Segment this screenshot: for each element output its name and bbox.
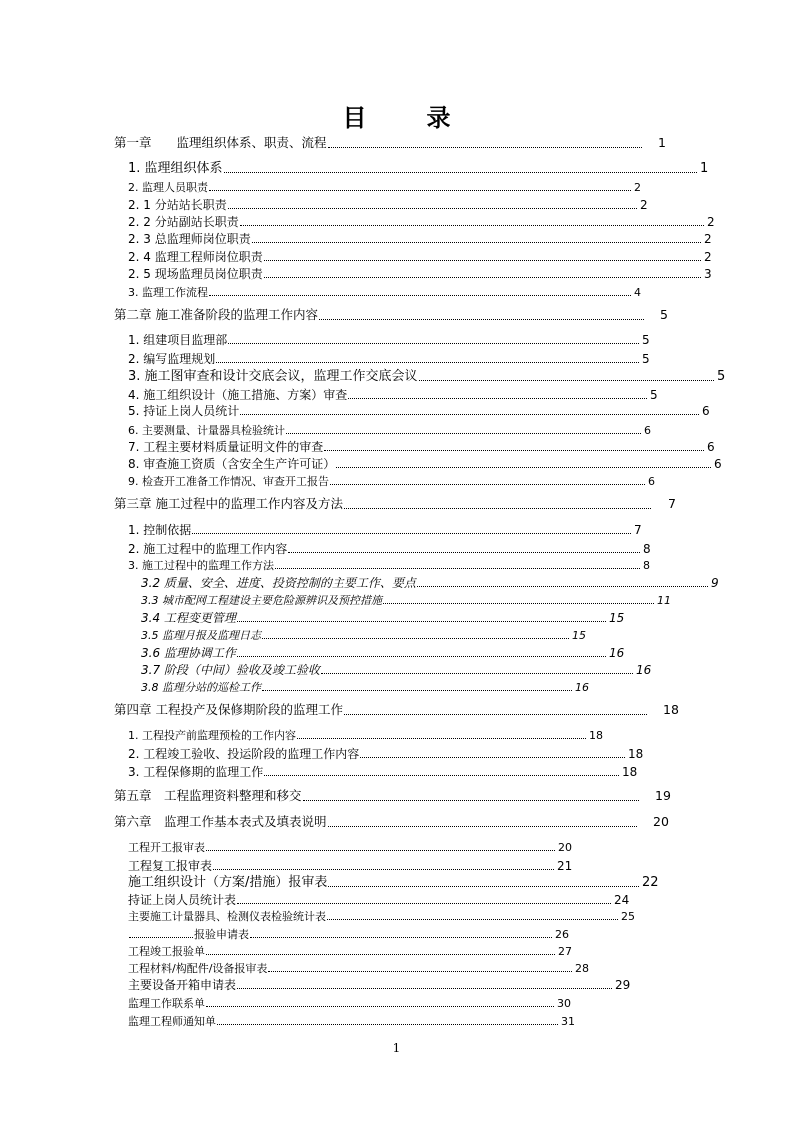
- toc-entry-title: 监理工作联系单: [128, 997, 205, 1010]
- toc-entry-title: 3. 施工过程中的监理工作方法: [128, 559, 274, 572]
- toc-entry[interactable]: [128, 388, 658, 402]
- dot-leader: [213, 869, 554, 870]
- dot-leader: [344, 508, 651, 509]
- page-number: 1: [392, 1041, 401, 1055]
- toc-entry-page: 2: [640, 198, 648, 212]
- toc-entry[interactable]: [128, 559, 650, 572]
- toc-entry-page: 5: [642, 352, 650, 366]
- toc-entry-title: 3.3 城市配网工程建设主要危险源辨识及预控措施: [141, 594, 382, 607]
- toc-entry[interactable]: [128, 523, 642, 537]
- toc-entry[interactable]: [128, 729, 603, 742]
- dot-leader: [264, 277, 701, 278]
- toc-entry[interactable]: [141, 663, 652, 677]
- toc-entry[interactable]: [128, 352, 650, 366]
- toc-entry-page: 8: [643, 542, 651, 556]
- toc-entry[interactable]: [128, 181, 641, 194]
- toc-entry-page: 5: [660, 307, 668, 322]
- toc-entry-page: 1: [700, 161, 709, 176]
- dot-leader: [252, 242, 701, 243]
- toc-entry-page: 9: [711, 576, 719, 590]
- toc-entry-title: 工程材料/构配件/设备报审表: [128, 962, 268, 975]
- toc-entry-title: 1. 控制依据: [128, 523, 192, 537]
- dot-leader: [237, 656, 606, 657]
- toc-entry-page: 18: [663, 702, 679, 717]
- toc-entry[interactable]: [128, 841, 572, 854]
- toc-entry-page: 5: [650, 388, 658, 402]
- toc-entry[interactable]: [128, 267, 712, 281]
- toc-entry[interactable]: [128, 404, 710, 418]
- dot-leader: [328, 147, 642, 148]
- dot-leader: [268, 971, 572, 972]
- dot-leader: [321, 673, 633, 674]
- toc-entry[interactable]: [128, 475, 655, 488]
- toc-entry[interactable]: [128, 945, 572, 958]
- toc-entry-title: 2. 1 分站站长职责: [128, 198, 227, 212]
- dot-leader: [216, 362, 639, 363]
- dot-leader: [286, 433, 641, 434]
- dot-leader: [419, 380, 714, 381]
- toc-entry-page: 18: [628, 747, 644, 761]
- title-char-2: 录: [426, 103, 451, 132]
- toc-entry[interactable]: [141, 594, 671, 607]
- toc-entry-title: 3. 工程保修期的监理工作: [128, 765, 264, 779]
- toc-entry[interactable]: [128, 910, 635, 923]
- toc-entry-title: 3. 施工图审查和设计交底会议，监理工作交底会议: [128, 369, 418, 384]
- toc-entry-page: 31: [561, 1015, 575, 1028]
- dot-leader: [237, 988, 612, 989]
- dot-leader: [228, 343, 639, 344]
- dot-leader: [348, 398, 647, 399]
- toc-entry-title: 6. 主要测量、计量器具检验统计: [128, 424, 285, 437]
- toc-entry[interactable]: [128, 859, 573, 873]
- dot-leader: [250, 937, 552, 938]
- toc-entry[interactable]: [141, 681, 589, 694]
- toc-entry[interactable]: [141, 646, 625, 660]
- toc-entry-title: 2. 4 监理工程师岗位职责: [128, 250, 263, 264]
- dot-leader: [129, 937, 193, 938]
- dot-leader: [240, 414, 699, 415]
- toc-entry-page: 6: [707, 440, 715, 454]
- toc-entry-page: 2: [634, 181, 641, 194]
- toc-entry-title: 7. 工程主要材料质量证明文件的审查: [128, 440, 324, 454]
- toc-entry[interactable]: [128, 424, 651, 437]
- toc-entry-title: 1. 监理组织体系: [128, 161, 223, 176]
- toc-entry-page: 16: [609, 646, 625, 660]
- toc-entry[interactable]: [114, 135, 666, 150]
- toc-entry-title: 3. 监理工作流程: [128, 286, 208, 299]
- toc-entry[interactable]: [128, 542, 651, 556]
- dot-leader: [209, 295, 631, 296]
- dot-leader: [206, 1006, 554, 1007]
- toc-entry-page: 6: [714, 457, 722, 471]
- toc-entry-title: 工程竣工报验单: [128, 945, 205, 958]
- toc-entry[interactable]: [128, 928, 569, 941]
- toc-entry-page: 16: [575, 681, 589, 694]
- dot-leader: [240, 225, 704, 226]
- toc-entry-page: 25: [621, 910, 635, 923]
- toc-entry[interactable]: [128, 286, 641, 299]
- toc-entry-title: 3.6 监理协调工作: [141, 646, 236, 660]
- toc-entry-title: 报验申请表: [194, 928, 249, 941]
- dot-leader: [209, 190, 631, 191]
- toc-entry-page: 11: [657, 594, 671, 607]
- toc-entry-page: 18: [622, 765, 638, 779]
- toc-entry-title: 2. 施工过程中的监理工作内容: [128, 542, 288, 556]
- toc-entry-title: 2. 工程竣工验收、投运阶段的监理工作内容: [128, 747, 360, 761]
- toc-entry-page: 2: [704, 232, 712, 246]
- toc-entry-title: 主要设备开箱申请表: [128, 978, 237, 992]
- toc-entry-title: 第一章 监理组织体系、职责、流程: [114, 135, 327, 150]
- toc-entry-title: 1. 组建项目监理部: [128, 333, 228, 347]
- dot-leader: [328, 826, 637, 827]
- toc-entry[interactable]: [128, 250, 712, 264]
- dot-leader: [324, 450, 704, 451]
- toc-entry-title: 9. 检查开工准备工作情况、审查开工报告: [128, 475, 329, 488]
- toc-entry-title: 5. 持证上岗人员统计: [128, 404, 240, 418]
- toc-entry-page: 8: [643, 559, 650, 572]
- toc-entry-title: 工程复工报审表: [128, 859, 213, 873]
- toc-entry[interactable]: [128, 333, 650, 347]
- toc-entry-title: 第六章 监理工作基本表式及填表说明: [114, 814, 327, 829]
- toc-entry-page: 5: [642, 333, 650, 347]
- dot-leader: [264, 775, 619, 776]
- dot-leader: [330, 484, 645, 485]
- toc-entry[interactable]: [114, 814, 669, 829]
- dot-leader: [264, 260, 701, 261]
- toc-entry-title: 3.7 阶段（中间）验收及竣工验收: [141, 663, 320, 677]
- dot-leader: [319, 319, 644, 320]
- toc-entry-title: 2. 3 总监理师岗位职责: [128, 232, 251, 246]
- toc-entry-title: 第三章 施工过程中的监理工作内容及方法: [114, 496, 343, 511]
- toc-entry[interactable]: [128, 962, 589, 975]
- toc-entry-title: 第二章 施工准备阶段的监理工作内容: [114, 307, 318, 322]
- toc-entry-title: 施工组织设计（方案/措施）报审表: [128, 875, 328, 890]
- toc-entry-page: 6: [648, 475, 655, 488]
- dot-leader: [344, 714, 647, 715]
- toc-entry-page: 27: [558, 945, 572, 958]
- toc-entry-page: 16: [636, 663, 652, 677]
- toc-entry-page: 30: [557, 997, 571, 1010]
- toc-entry[interactable]: [128, 997, 571, 1010]
- toc-entry[interactable]: [128, 1015, 575, 1028]
- toc-entry-title: 监理工程师通知单: [128, 1015, 216, 1028]
- dot-leader: [206, 954, 555, 955]
- dot-leader: [327, 919, 618, 920]
- toc-entry-title: 持证上岗人员统计表: [128, 893, 237, 907]
- toc-entry-page: 3: [704, 267, 712, 281]
- toc-entry-page: 6: [702, 404, 710, 418]
- toc-entry[interactable]: [141, 576, 719, 590]
- toc-entry-title: 第五章 工程监理资料整理和移交: [114, 788, 302, 803]
- toc-entry-title: 4. 施工组织设计（施工措施、方案）审查: [128, 388, 348, 402]
- title-char-1: 目: [342, 103, 367, 132]
- toc-entry[interactable]: [141, 629, 586, 642]
- toc-entry-page: 21: [557, 859, 573, 873]
- toc-entry[interactable]: [128, 893, 630, 907]
- dot-leader: [328, 886, 639, 887]
- toc-entry-page: 1: [658, 135, 666, 150]
- toc-entry-page: 28: [575, 962, 589, 975]
- toc-entry-page: 15: [609, 611, 625, 625]
- toc-entry[interactable]: [128, 747, 644, 761]
- dot-leader: [262, 690, 572, 691]
- toc-entry-page: 20: [558, 841, 572, 854]
- dot-leader: [297, 738, 586, 739]
- toc-entry-title: 2. 2 分站副站长职责: [128, 215, 239, 229]
- dot-leader: [262, 638, 569, 639]
- toc-title: [0, 98, 793, 133]
- dot-leader: [288, 552, 640, 553]
- dot-leader: [224, 172, 697, 173]
- dot-leader: [417, 586, 708, 587]
- dot-leader: [360, 757, 625, 758]
- toc-entry[interactable]: [114, 788, 671, 803]
- toc-entry[interactable]: [128, 232, 712, 246]
- toc-entry-title: 3.4 工程变更管理: [141, 611, 236, 625]
- toc-entry[interactable]: [128, 765, 638, 779]
- toc-entry[interactable]: [128, 161, 709, 176]
- toc-entry-page: 29: [615, 978, 631, 992]
- dot-leader: [275, 568, 640, 569]
- toc-entry-page: 2: [707, 215, 715, 229]
- toc-entry-title: 3.5 监理月报及监理日志: [141, 629, 261, 642]
- toc-entry-title: 8. 审查施工资质（含安全生产许可证）: [128, 457, 336, 471]
- toc-entry-title: 第四章 工程投产及保修期阶段的监理工作: [114, 702, 343, 717]
- toc-entry[interactable]: [128, 198, 648, 212]
- toc-entry[interactable]: [114, 702, 679, 717]
- toc-entry-page: 26: [555, 928, 569, 941]
- dot-leader: [237, 903, 611, 904]
- dot-leader: [237, 621, 606, 622]
- toc-entry-title: 工程开工报审表: [128, 841, 205, 854]
- toc-entry[interactable]: [114, 307, 668, 322]
- toc-entry-page: 7: [634, 523, 642, 537]
- toc-entry[interactable]: [141, 611, 625, 625]
- toc-entry-page: 15: [572, 629, 586, 642]
- dot-leader: [383, 603, 654, 604]
- toc-entry-title: 2. 监理人员职责: [128, 181, 208, 194]
- toc-entry[interactable]: [128, 978, 631, 992]
- dot-leader: [217, 1024, 558, 1025]
- toc-entry[interactable]: [128, 440, 715, 454]
- toc-entry-page: 19: [655, 788, 671, 803]
- toc-entry-page: 24: [614, 893, 630, 907]
- toc-entry-title: 3.8 监理分站的巡检工作: [141, 681, 261, 694]
- dot-leader: [303, 800, 639, 801]
- toc-entry-page: 7: [668, 496, 676, 511]
- toc-entry-title: 3.2 质量、安全、进度、投资控制的主要工作、要点: [141, 576, 416, 590]
- toc-entry-page: 2: [704, 250, 712, 264]
- toc-entry[interactable]: [128, 875, 659, 890]
- toc-entry[interactable]: [114, 496, 676, 511]
- toc-entry[interactable]: [128, 215, 715, 229]
- toc-entry-page: 22: [642, 875, 659, 890]
- dot-leader: [336, 467, 711, 468]
- dot-leader: [192, 533, 631, 534]
- toc-entry[interactable]: [128, 369, 726, 384]
- toc-entry-page: 18: [589, 729, 603, 742]
- dot-leader: [228, 208, 637, 209]
- toc-entry-title: 2. 5 现场监理员岗位职责: [128, 267, 263, 281]
- toc-entry-page: 4: [634, 286, 641, 299]
- toc-entry-title: 2. 编写监理规划: [128, 352, 216, 366]
- toc-entry-page: 20: [653, 814, 669, 829]
- toc-entry-page: 6: [644, 424, 651, 437]
- toc-entry-title: 1. 工程投产前监理预检的工作内容: [128, 729, 296, 742]
- toc-entry[interactable]: [128, 457, 722, 471]
- toc-entry-page: 5: [717, 369, 726, 384]
- toc-entry-title: 主要施工计量器具、检测仪表检验统计表: [128, 910, 326, 923]
- dot-leader: [206, 850, 555, 851]
